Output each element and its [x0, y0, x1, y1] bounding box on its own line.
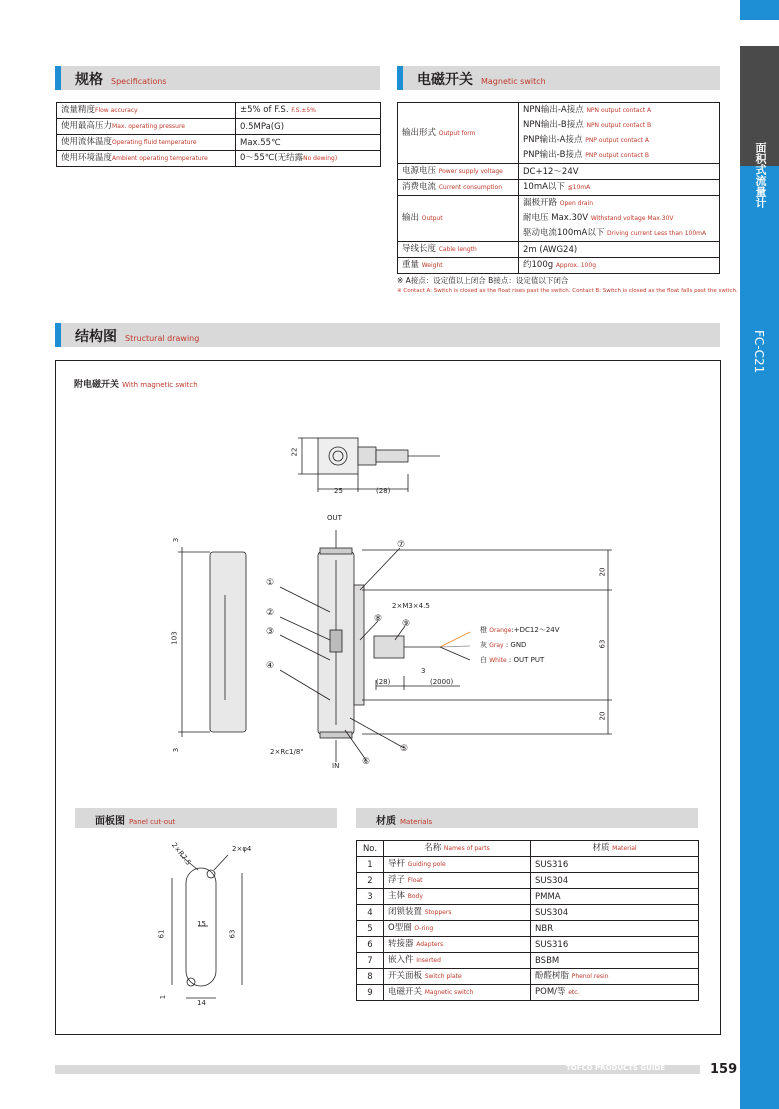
mag-value: 2m (AWG24) [523, 244, 578, 255]
panel-dim-63: 63 [228, 929, 237, 939]
mat-value: SUS316 [531, 937, 699, 953]
mat-value: POM/等 [535, 987, 566, 997]
mat-value: BSBM [531, 953, 699, 969]
mag-value-en: NPN output contact B [586, 122, 652, 129]
mat-name: 电磁开关 [388, 987, 423, 997]
wire-en: Orange [489, 627, 512, 634]
mat-name-en: Stoppers [424, 909, 452, 916]
dim-3c: 3 [421, 667, 426, 675]
mat-no: 9 [357, 985, 384, 1001]
mat-name-en: Magnetic switch [424, 989, 474, 996]
wire-en: Gray [489, 642, 504, 649]
structure-title: 结构图 [75, 329, 117, 345]
callout-7: ⑦ [397, 540, 406, 550]
mat-name: 闭锁装置 [388, 907, 423, 917]
wire-val: : GND [505, 641, 527, 649]
mag-value-en: ≦10mA [567, 184, 591, 191]
mag-value: 约100g [523, 260, 554, 270]
table-row [357, 937, 699, 953]
table-row [357, 905, 699, 921]
dim-rc: 2×Rc1/8" [270, 748, 304, 756]
wire-cn: 橙 [480, 626, 487, 634]
panel-dim-1: 1 [159, 994, 168, 1000]
mat-no: 2 [357, 873, 384, 889]
mag-value-en: Withstand voltage Max.30V [590, 215, 674, 222]
mag-value: 驱动电流100mA以下 [523, 228, 605, 238]
mag-value: 10mA以下 [523, 182, 565, 192]
mag-label: 输出 [402, 213, 420, 223]
spec-value: 0.5MPa(G) [240, 121, 285, 132]
magnetic-title: 电磁开关 [417, 72, 473, 88]
side-tab-category-label: 面积式流量计 [754, 142, 767, 208]
mat-name: 嵌入件 [388, 955, 414, 965]
side-tab-top [740, 0, 779, 20]
mat-value-en: etc. [568, 989, 580, 996]
mat-value: SUS304 [531, 905, 699, 921]
label-in: IN [332, 762, 340, 770]
callout-2: ② [266, 608, 275, 618]
spec-label-en: Flow accuracy [95, 107, 138, 114]
dim-20b: 20 [598, 711, 607, 721]
mag-value-en: NPN output contact A [586, 107, 652, 114]
callout-3: ③ [266, 627, 275, 637]
materials-title: 材质 [376, 816, 396, 827]
dim-3b: 3 [172, 747, 181, 753]
mat-value-en: Phenol resin [571, 973, 609, 980]
panel-dim-61: 61 [157, 929, 166, 939]
page-number: 159 [710, 1062, 738, 1077]
mat-name-en: Adapters [416, 941, 444, 948]
mat-name-en: Guiding pole [407, 861, 446, 868]
panel-title: 面板图 [95, 816, 125, 827]
mat-name: 转接器 [388, 939, 414, 949]
mat-value: PMMA [531, 889, 699, 905]
col-name: 名称 [424, 843, 442, 853]
callout-9: ⑨ [402, 619, 411, 629]
panel-dim-14: 14 [197, 999, 206, 1007]
mag-label: 消费电流 [402, 182, 437, 192]
spec-label: 使用最高压力 [61, 121, 113, 131]
panel-dim-15: 15 [197, 920, 206, 928]
spec-value: ±5% of F.S. [240, 105, 289, 115]
mat-name: 主体 [388, 891, 406, 901]
spec-label-en: Ambient operating temperature [112, 155, 208, 162]
table-row [357, 969, 699, 985]
dim-3a: 3 [172, 537, 181, 543]
mag-value-en: Open drain [559, 200, 594, 207]
materials-title-en: Materials [400, 818, 433, 826]
spec-label-en: Operating fluid temperature [112, 139, 197, 146]
mag-label: 导线长度 [402, 244, 437, 254]
table-row [357, 953, 699, 969]
callout-5: ⑤ [400, 744, 409, 754]
mat-value: SUS316 [531, 857, 699, 873]
mat-name-en: Switch plate [424, 973, 462, 980]
wire-cn: 灰 [480, 641, 487, 649]
magnetic-note-en: ※ Contact A: Switch is closed as the float rises past the switch. Contact B: Switch is closed as the float falls past the switch. [397, 288, 738, 294]
col-name-en: Names of parts [443, 845, 490, 852]
dim-m3: 2×M3×4.5 [392, 602, 430, 610]
dim-22: 22 [290, 447, 299, 457]
side-tab-model-label: FC-C21 [752, 330, 766, 374]
magnetic-note: ※ A接点：设定值以上闭合 B接点：设定值以下闭合 [397, 276, 569, 285]
mat-no: 4 [357, 905, 384, 921]
label-out: OUT [327, 514, 342, 522]
col-mat: 材质 [592, 843, 610, 853]
dim-2000: (2000) [430, 678, 454, 686]
spec-title: 规格 [75, 72, 103, 88]
table-row [357, 921, 699, 937]
callout-8: ⑧ [374, 614, 383, 624]
mat-name: 浮子 [388, 875, 406, 885]
spec-label: 使用环境温度 [61, 153, 113, 163]
mat-no: 6 [357, 937, 384, 953]
mag-value: NPN输出-A接点 [523, 105, 584, 115]
wire-en: White [489, 657, 507, 664]
dim-28b: (28) [376, 678, 391, 686]
mat-no: 7 [357, 953, 384, 969]
wire-val: :+DC12〜24V [511, 626, 560, 634]
spec-value-en: F.S.±5% [291, 107, 316, 114]
callout-4: ④ [266, 661, 275, 671]
spec-title-en: Specifications [111, 77, 167, 86]
col-no: No. [362, 843, 378, 854]
mag-label: 电源电压 [402, 166, 437, 176]
dim-103: 103 [170, 631, 179, 645]
structure-title-en: Structural drawing [125, 334, 200, 343]
mag-value: 漏极开路 [523, 198, 558, 208]
table-row [357, 857, 699, 873]
mat-no: 1 [357, 857, 384, 873]
panel-dim-r: 2×R7.5 [169, 841, 193, 867]
mat-value: NBR [531, 921, 699, 937]
magnetic-title-en: Magnetic switch [481, 77, 546, 86]
spec-value: 0〜55℃(无结露 [240, 153, 304, 163]
wire-cn: 白 [480, 656, 487, 664]
mat-no: 8 [357, 969, 384, 985]
wire-val: : OUT PUT [508, 656, 545, 664]
panel-dim-phi: 2×φ4 [232, 845, 252, 853]
mat-no: 5 [357, 921, 384, 937]
mag-value-en: Approx. 100g [555, 262, 596, 269]
mag-value-en: PNP output contact A [585, 137, 649, 144]
structure-sub-en: With magnetic switch [122, 381, 198, 389]
mat-name-en: Float [407, 877, 423, 884]
mag-label: 输出形式 [402, 127, 437, 138]
mat-name-en: Body [407, 893, 423, 900]
mag-label-en: Weight [421, 262, 443, 269]
mag-value: DC+12〜24V [523, 166, 579, 177]
dim-63: 63 [598, 639, 607, 649]
dim-25: 25 [334, 487, 343, 495]
materials-table [356, 840, 699, 1001]
callout-1: ① [266, 578, 275, 588]
spec-label-en: Max. operating pressure [112, 123, 186, 130]
mat-name: O型圈 [388, 923, 412, 933]
mat-no: 3 [357, 889, 384, 905]
spec-label: 使用流体温度 [61, 137, 113, 147]
mag-value: NPN输出-B接点 [523, 120, 584, 130]
mat-name: 导杆 [388, 859, 406, 869]
mat-name: 开关面板 [388, 971, 423, 981]
mag-label-en: Output [421, 215, 443, 222]
mat-name-en: Inserted [416, 957, 441, 964]
table-header-row [357, 841, 699, 857]
mag-label: 重量 [402, 260, 420, 270]
mag-value: 耐电压 Max.30V [523, 213, 589, 223]
table-row [357, 985, 699, 1001]
mat-value: SUS304 [531, 873, 699, 889]
spec-value-en: No dewing) [303, 155, 338, 162]
mag-value-en: Driving current Less than 100mA [607, 230, 707, 237]
mag-label-en: Current consumption [438, 184, 503, 191]
table-row [357, 889, 699, 905]
table-row [357, 873, 699, 889]
mag-label-en: Power supply voltage [438, 168, 503, 175]
footer-guide: TOFCO PRODUCTS GUIDE [566, 1064, 666, 1072]
dim-20a: 20 [598, 567, 607, 577]
dim-28a: (28) [376, 487, 391, 495]
col-mat-en: Material [612, 845, 637, 852]
mag-value: PNP输出-A接点 [523, 135, 583, 145]
mag-label-en: Output form [438, 129, 476, 137]
panel-title-en: Panel cut-out [129, 818, 176, 826]
mag-value-en: PNP output contact B [585, 152, 650, 159]
spec-label: 流量精度 [61, 105, 96, 115]
mat-name-en: O-ring [414, 925, 434, 932]
callout-6: ⑥ [362, 757, 371, 767]
mat-value: 酚醛树脂 [535, 971, 570, 981]
materials-section-header [356, 808, 698, 828]
structure-sub: 附电磁开关 [74, 380, 120, 390]
spec-value: Max.55℃ [240, 137, 281, 148]
mag-value: PNP输出-B接点 [523, 150, 583, 160]
mag-label-en: Cable length [438, 246, 477, 253]
